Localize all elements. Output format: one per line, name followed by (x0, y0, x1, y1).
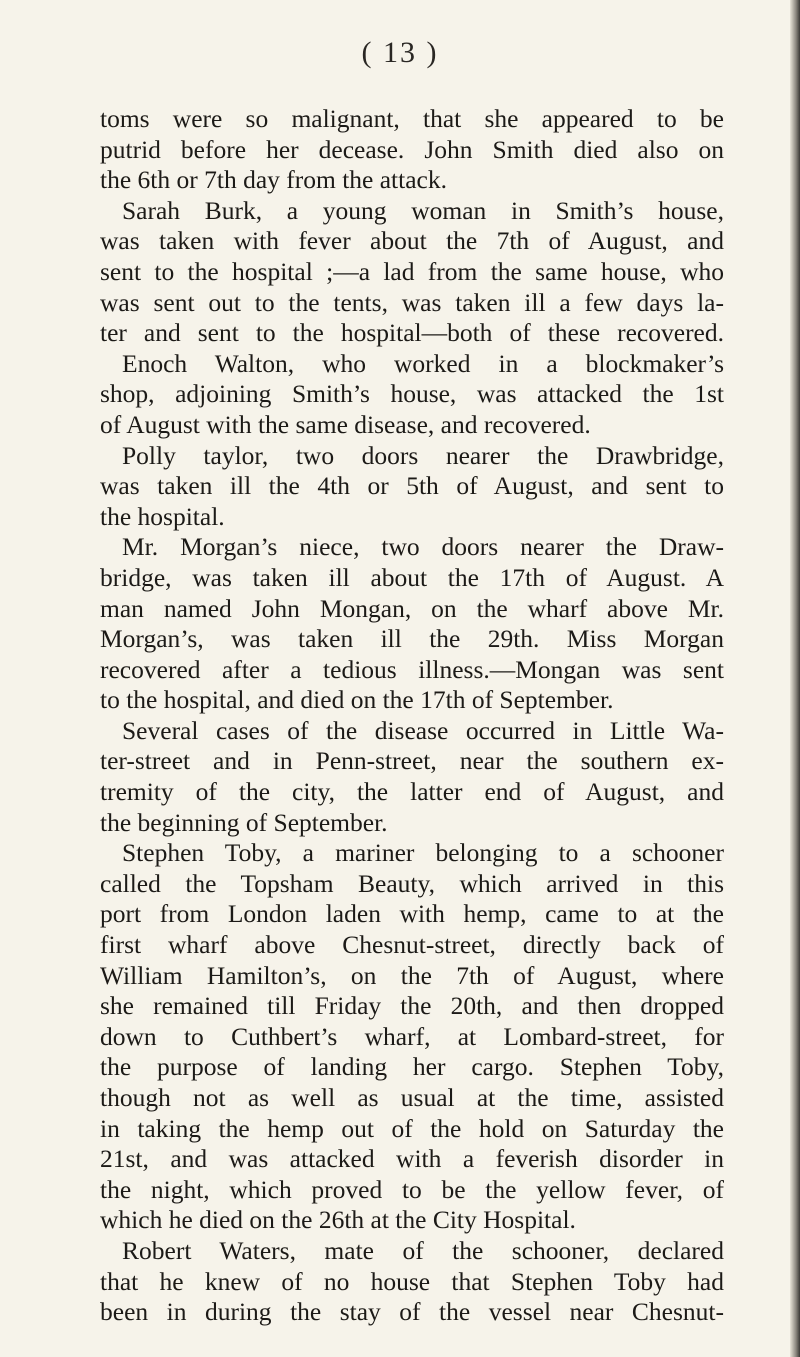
text-line: sent to the hospital ;—a lad from the same house, who (100, 256, 724, 286)
text-line: shop, adjoining Smith’s house, was attacked the 1st (100, 379, 724, 409)
text-line: putrid before her decease. John Smith died also on (100, 134, 724, 164)
text-line: bridge, was taken ill about the 17th of August. A (100, 562, 724, 592)
text-line: recovered after a tedious illness.—Mongan was sent (100, 654, 724, 684)
text-line: tremity of the city, the latter end of August, and (100, 777, 724, 807)
page-number: ( 13 ) (361, 36, 439, 69)
text-line: the 6th or 7th day from the attack. (100, 165, 447, 195)
body-text (100, 104, 724, 1328)
text-line: ter and sent to the hospital—both of these recovered. (100, 318, 724, 348)
text-line: Enoch Walton, who worked in a blockmaker’s (122, 348, 724, 378)
text-line: first wharf above Chesnut-street, directly back of (100, 930, 724, 960)
text-line: Mr. Morgan’s niece, two doors nearer the Draw- (122, 532, 724, 562)
text-line: that he knew of no house that Stephen Toby had (100, 1266, 724, 1296)
text-line: the hospital. (100, 501, 225, 531)
text-line: of August with the same disease, and recovered. (100, 409, 591, 439)
text-line: 21st, and was attacked with a feverish disorder in (100, 1144, 724, 1174)
text-line: Stephen Toby, a mariner belonging to a schooner (122, 838, 724, 868)
text-line: Several cases of the disease occurred in Little Wa- (122, 715, 724, 745)
text-line: ter-street and in Penn-street, near the southern ex- (100, 746, 724, 776)
text-line: Polly taylor, two doors nearer the Drawbridge, (122, 440, 724, 470)
text-line: Morgan’s, was taken ill the 29th. Miss Morgan (100, 624, 724, 654)
text-line: the beginning of September. (100, 807, 388, 837)
text-line: man named John Mongan, on the wharf above Mr. (100, 593, 724, 623)
text-line: called the Topsham Beauty, which arrived in this (100, 868, 724, 898)
text-line: was sent out to the tents, was taken ill a few days la- (100, 287, 724, 317)
text-line: Robert Waters, mate of the schooner, declared (122, 1235, 724, 1265)
text-line: to the hospital, and died on the 17th of September. (100, 685, 614, 715)
page-edge-shadow (790, 0, 800, 1357)
text-line: was taken with fever about the 7th of August, and (100, 226, 724, 256)
text-line: down to Cuthbert’s wharf, at Lombard-street, for (100, 1021, 724, 1051)
text-line: Sarah Burk, a young woman in Smith’s house, (122, 195, 724, 225)
text-line: was taken ill the 4th or 5th of August, and sent to (100, 471, 724, 501)
text-line: William Hamilton’s, on the 7th of August, where (100, 960, 724, 990)
text-line: she remained till Friday the 20th, and then dropped (100, 991, 724, 1021)
text-line: port from London laden with hemp, came to at the (100, 899, 724, 929)
text-line: in taking the hemp out of the hold on Saturday the (100, 1113, 724, 1143)
text-line: toms were so malignant, that she appeared to be (100, 104, 724, 133)
text-line: the night, which proved to be the yellow fever, of (100, 1174, 724, 1204)
text-line: the purpose of landing her cargo. Stephen Toby, (100, 1052, 724, 1082)
text-line: which he died on the 26th at the City Hospital. (100, 1205, 576, 1235)
text-line: been in during the stay of the vessel near Chesnut- (100, 1297, 724, 1327)
text-line: though not as well as usual at the time, assisted (100, 1083, 724, 1112)
